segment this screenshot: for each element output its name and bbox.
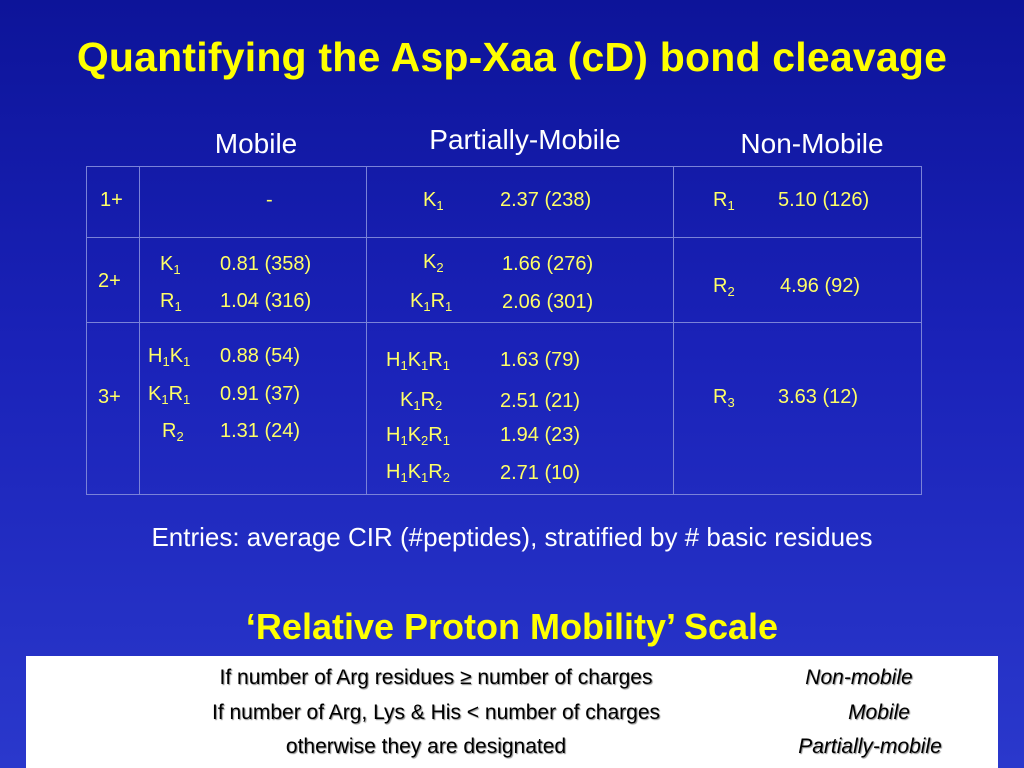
rule-condition: otherwise they are designated xyxy=(285,735,567,758)
rule-class: Partially-mobile xyxy=(798,735,942,758)
cell-value: 1.31 (24) xyxy=(220,420,301,442)
cell-value: 3.63 (12) xyxy=(778,386,859,408)
table-border xyxy=(86,166,87,494)
column-header-non-mobile: Non-Mobile xyxy=(740,128,884,159)
scale-title: ‘Relative Proton Mobility’ Scale xyxy=(245,606,779,647)
row-label-1plus: 1+ xyxy=(100,189,123,211)
cell-residue: $R_3$ xyxy=(713,386,735,410)
cell-residue: $H_1K_1R_2$ xyxy=(386,461,450,485)
table-border xyxy=(921,166,922,494)
cell-residue: $R_2$ xyxy=(713,275,735,299)
cell-residue: $K_2$ xyxy=(423,251,444,275)
cell-value: 2.71 (10) xyxy=(500,462,581,484)
cell-residue: $R_2$ xyxy=(162,420,184,444)
cell-residue: $K_1$ xyxy=(423,189,444,213)
cell-value: 0.91 (37) xyxy=(220,383,301,405)
table-border xyxy=(86,166,922,167)
slide-title: Quantifying the Asp-Xaa (cD) bond cleavage xyxy=(76,34,948,80)
cell-residue: $K_1R_1$ xyxy=(410,290,453,314)
cell-value: 0.81 (358) xyxy=(220,253,312,275)
rule-condition: If number of Arg, Lys & His < number of charges xyxy=(211,701,660,724)
cell-residue: $R_1$ xyxy=(713,189,735,213)
rules-panel xyxy=(26,656,998,768)
cell-residue: $H_1K_1R_1$ xyxy=(386,349,450,373)
cell-value: 0.88 (54) xyxy=(220,345,301,367)
row-label-3plus: 3+ xyxy=(98,386,121,408)
table-note: Entries: average CIR (#peptides), stratified by # basic residues xyxy=(151,522,873,552)
cell-value: 1.94 (23) xyxy=(500,424,581,446)
cell-mobile-1plus: - xyxy=(266,189,273,211)
row-label-2plus: 2+ xyxy=(98,270,121,292)
table-border xyxy=(86,494,922,495)
table-border xyxy=(86,322,922,323)
cell-residue: $K_1R_2$ xyxy=(400,389,443,413)
cell-value: 4.96 (92) xyxy=(780,275,861,297)
cell-value: 1.66 (276) xyxy=(502,253,594,275)
table-border xyxy=(139,166,140,494)
cell-value: 1.04 (316) xyxy=(220,290,312,312)
cell-residue: $H_1K_1$ xyxy=(148,345,191,369)
cell-residue: $K_1R_1$ xyxy=(148,383,191,407)
column-header-mobile: Mobile xyxy=(214,128,298,159)
cell-value: 1.63 (79) xyxy=(500,349,581,371)
cell-value: 2.37 (238) xyxy=(500,189,592,211)
table-border xyxy=(86,237,922,238)
table-border xyxy=(366,166,367,494)
cell-residue: $H_1K_2R_1$ xyxy=(386,424,450,448)
column-header-partially-mobile: Partially-Mobile xyxy=(429,124,621,155)
cell-value: 2.51 (21) xyxy=(500,390,581,412)
cell-residue: $K_1$ xyxy=(160,253,181,277)
rule-condition: If number of Arg residues ≥ number of charges xyxy=(219,666,653,689)
cell-value: 2.06 (301) xyxy=(502,291,594,313)
cell-residue: $R_1$ xyxy=(160,290,182,314)
rule-class: Mobile xyxy=(848,701,910,724)
cell-value: 5.10 (126) xyxy=(778,189,870,211)
table-border xyxy=(673,166,674,494)
rule-class: Non-mobile xyxy=(805,666,913,689)
